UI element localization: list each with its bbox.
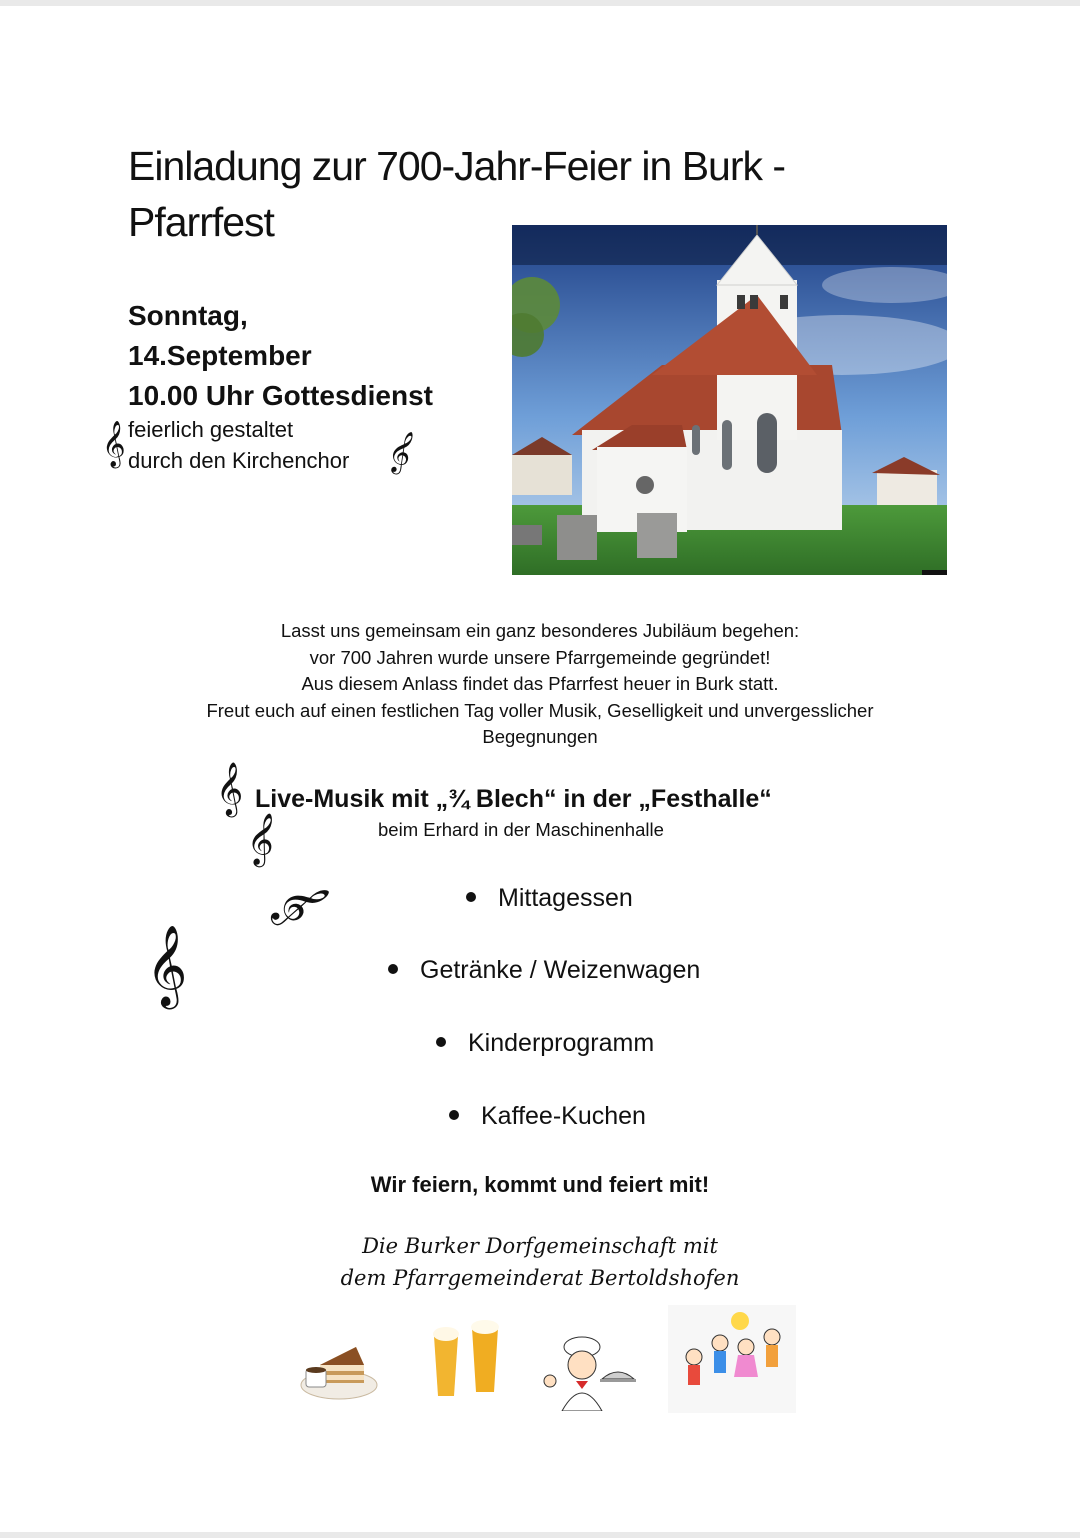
bullet-icon [436,1037,446,1047]
live-music-location: beim Erhard in der Maschinenhalle [378,819,664,840]
title-line-2: Pfarrfest [128,199,274,245]
intro-line: vor 700 Jahren wurde unsere Pfarrgemeinde gegründet! [309,646,771,668]
bullet-icon [466,892,476,902]
bottom-edge [0,1532,1080,1538]
slogan: Wir feiern, kommt und feiert mit! [370,1172,710,1197]
chef-icon [540,1335,636,1411]
live-music-headline: Live-Musik mit „¾ Blech“ in der „Festhalle“ [255,785,772,813]
intro-line: Aus diesem Anlass findet das Pfarrfest heuer in Burk statt. [301,673,779,694]
program-item-label: Mittagessen [498,884,633,912]
treble-clef-icon: 𝄞 [102,421,126,467]
beer-glasses-icon [428,1318,504,1400]
top-edge [0,0,1080,6]
signature-line-2: dem Pfarrgemeinderat Bertoldshofen [340,1266,740,1290]
intro-line: Begegnungen [482,726,598,747]
signature-line-1: Die Burker Dorfgemeinschaft mit [362,1234,718,1258]
intro-line: Lasst uns gemeinsam ein ganz besonderes Jubiläum begehen: [280,620,800,641]
treble-clef-icon: 𝄞 [243,809,280,867]
choir-note [128,414,349,476]
program-item-label: Kaffee-Kuchen [481,1102,646,1130]
treble-clef-icon: 𝄞 [146,924,188,1006]
program-item-label: Kinderprogramm [468,1029,655,1057]
treble-clef-icon: 𝄞 [216,761,244,815]
intro-line: Freut euch auf einen festlichen Tag voller Musik, Geselligkeit und unvergesslicher [206,699,874,721]
program-item [449,1100,646,1132]
church-photo [512,225,947,575]
program-item-label: Getränke / Weizenwagen [420,956,701,984]
intro-paragraph [120,618,960,751]
bullet-icon [449,1110,459,1120]
choir-line-1: feierlich gestaltet [128,417,294,442]
program-item [388,954,700,986]
dancing-children-icon [668,1305,796,1413]
event-service: 10.00 Uhr Gottesdienst [128,380,433,411]
treble-clef-icon: 𝄞 [265,873,336,933]
signature [0,1230,1080,1294]
event-date-block [128,296,433,416]
choir-line-2: durch den Kirchenchor [128,448,350,473]
event-date: 14.September [128,340,312,371]
event-day: Sonntag, [128,300,248,331]
cake-coffee-icon [298,1325,380,1405]
treble-clef-icon: 𝄞 [383,426,420,476]
title-line-1: Einladung zur 700-Jahr-Feier in Burk - [128,143,786,189]
bullet-icon [388,964,398,974]
program-item [466,882,633,914]
program-item [436,1027,654,1059]
